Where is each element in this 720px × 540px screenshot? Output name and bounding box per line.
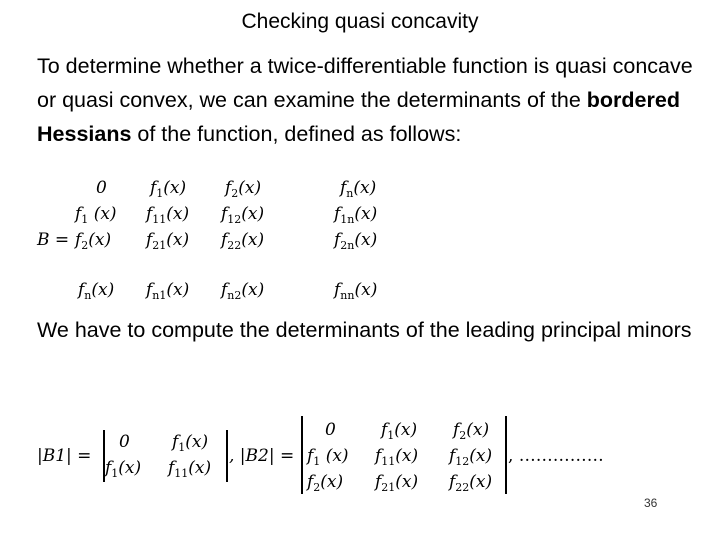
minor-b2-label: , |B2| = <box>229 446 295 466</box>
intro-paragraph <box>37 49 707 151</box>
matrix-cell: 0 <box>96 178 107 198</box>
matrix-cell: $f_{2n}(x)$ <box>334 230 378 252</box>
matrix-cell: $f_2(x)$ <box>75 230 112 252</box>
matrix-cell: $f_2(x)$ <box>225 178 262 200</box>
minor-cell: $f_{21}(x)$ <box>375 472 419 494</box>
minor-cell: 0 <box>119 432 130 452</box>
matrix-cell: $f_n(x)$ <box>78 280 115 302</box>
matrix-cell: $f_{nn}(x)$ <box>334 280 378 302</box>
matrix-cell: $f_{1n}(x)$ <box>334 204 378 226</box>
minor-b1-label: |B1| = <box>37 446 92 466</box>
matrix-cell: $f_1$ (x) <box>75 204 117 226</box>
minor-cell: $f_{11}(x)$ <box>168 458 212 480</box>
page-number: 36 <box>644 496 658 510</box>
determinant-bar <box>226 430 228 482</box>
matrix-label: B = <box>37 230 70 250</box>
intro-text-end: of the function, defined as follows: <box>131 122 462 146</box>
matrix-cell: $f_{11}(x)$ <box>146 204 190 226</box>
minor-cell: $f_1(x)$ <box>381 420 418 442</box>
matrix-cell: $f_n(x)$ <box>340 178 377 200</box>
minor-cell: $f_{12}(x)$ <box>449 446 493 468</box>
minor-cell: $f_{22}(x)$ <box>449 472 493 494</box>
minor-cell: $f_2(x)$ <box>453 420 490 442</box>
slide-title: Checking quasi concavity <box>241 10 479 33</box>
matrix-cell: $f_{21}(x)$ <box>146 230 190 252</box>
minor-cell: $f_1(x)$ <box>172 432 209 454</box>
minors-paragraph: We have to compute the determinants of the leading principal minors <box>37 318 692 342</box>
determinant-bar <box>505 416 507 494</box>
minor-cell: 0 <box>325 420 336 440</box>
minor-cell: $f_{11}(x)$ <box>375 446 419 468</box>
matrix-cell: $f_{12}(x)$ <box>221 204 265 226</box>
matrix-cell: $f_{n2}(x)$ <box>221 280 265 302</box>
matrix-cell: $f_{n1}(x)$ <box>146 280 190 302</box>
minor-cell: $f_1(x)$ <box>105 458 142 480</box>
minor-cell: $f_2(x)$ <box>307 472 344 494</box>
matrix-cell: $f_1(x)$ <box>150 178 187 200</box>
intro-bold-term: bordered Hessians <box>37 88 680 146</box>
matrix-cell: $f_{22}(x)$ <box>221 230 265 252</box>
intro-text-start: To determine whether a twice-differentiable function is quasi concave or quasi convex, we can examine the determinants of the <box>37 54 693 112</box>
minor-cell: $f_1$ (x) <box>307 446 349 468</box>
determinant-bar <box>301 416 303 494</box>
minors-continuation: , …………… <box>508 446 604 466</box>
